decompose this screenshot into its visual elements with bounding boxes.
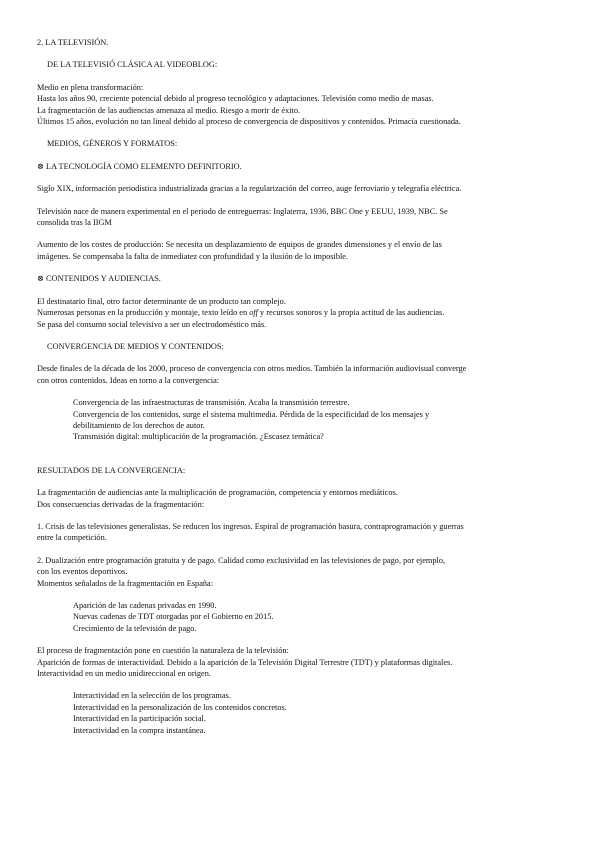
text-line: La fragmentación de audiencias ante la multiplicación de programación, competencia y entornos mediáticos. [37,488,398,498]
text-line: Aumento de los costes de producción: Se necesita un desplazamiento de equipos de grandes dimensiones y el envío de las [37,240,442,250]
convergence-list [73,397,567,443]
subheading-convergence: CONVERGENCIA DE MEDIOS Y CONTENIDOS: [47,341,224,351]
text-line: Aparición de formas de interactividad. Debido a la aparición de la Televisión Digital Terrestre (TDT) y plataformas digitales. [37,657,453,667]
text-line: 1. Crisis de las televisiones generalistas. Se reducen los ingresos. Espiral de programación basura, contraprogramación y guerras [37,521,464,531]
text-line: Se pasa del consumo social televisivo a ser un electrodoméstico más. [37,319,267,329]
list-item: Nuevas cadenas de TDT otorgadas por el Gobierno en 2015. [73,612,274,622]
text-line: La fragmentación de las audiencias amenaza al medio. Riesgo a morir de éxito. [37,105,301,115]
heading-technology: ⊗ LA TECNOLOGÍA COMO ELEMENTO DEFINITORIO. [37,161,242,171]
list-item: Interactividad en la participación social. [73,714,206,724]
text-line [37,307,567,318]
text-line: Dos consecuencias derivadas de la fragmentación: [37,499,205,509]
text-line: imágenes. Se compensaba la falta de inmediatez con profundidad y la ilusión de lo imposible. [37,251,349,261]
document-page [37,37,567,736]
text-line: consolida tras la IIGM [37,218,112,228]
paragraph-fragmentation [37,487,567,510]
list-item: Crecimiento de la televisión de pago. [73,623,197,633]
text-line: Momentos señalados de la fragmentación en España: [37,578,214,588]
italic-off: off [249,308,258,318]
interactivity-list [73,690,567,736]
text-line: Hasta los años 90, creciente potencial debido al progreso tecnológico y adaptaciones. Televisión como medio de masas. [37,94,434,104]
list-item: Aparición de las cadenas privadas en 1990. [73,601,217,610]
text-line: con los eventos deportivos. [37,567,128,577]
text-fragment: y recursos sonoros y la propia actitud de las audiencias. [257,308,445,318]
text-line: Medio en plena transformación: [37,82,144,92]
list-item: Interactividad en la compra instantánea. [73,725,206,735]
subheading-media-genres: MEDIOS, GÉNEROS Y FORMATOS: [47,139,178,149]
text-line: Desde finales de la década de los 2000, proceso de convergencia con otros medios. También la información audiovisual converge [37,364,467,374]
subheading-classic-to-videoblog: DE LA TELEVISIÓ CLÁSICA AL VIDEOBLOG: [47,60,218,70]
paragraph-convergence [37,363,567,386]
subheading-results: RESULTADOS DE LA CONVERGENCIA: [37,465,186,475]
heading-contents-audiences: ⊗ CONTENIDOS Y AUDIENCIAS. [37,274,161,284]
paragraph-transformation [37,82,567,128]
list-item: Interactividad en la selección de los programas. [73,691,231,701]
paragraph-production-costs [37,239,567,262]
text-line: El destinatario final, otro factor determinante de un producto tan complejo. [37,296,286,306]
spain-list [73,600,567,634]
list-item: Convergencia de las infraestructuras de transmisión. Acaba la transmisión terrestre. [73,398,350,408]
text-line: con otros contenidos. Ideas en torno a la convergencia: [37,375,220,385]
text-line: entre la competición. [37,533,107,543]
text-line: Últimos 15 años, evolución no tan lineal debido al proceso de convergencia de dispositivos y contenidos. Primacía cuestionada. [37,117,461,127]
paragraph-audiences [37,296,567,330]
list-item: Interactividad en la personalización de los contenidos concretos. [73,702,287,712]
paragraph-interactivity [37,645,567,679]
section-title: 2. LA TELEVISIÓN. [37,38,109,47]
text-line: Interactividad en un medio unidireccional en origen. [37,669,211,679]
text-fragment: Numerosas personas en la producción y montaje, texto leído en [37,308,250,318]
paragraph-xix-century: Siglo XIX, información periodística industrializada gracias a la regularización del correo, auge ferroviario y telegrafía eléctrica. [37,184,462,194]
text-line: Televisión nace de manera experimental en el periodo de entreguerras: Inglaterra, 1936, BBC One y EEUU, 1939, NBC. Se [37,206,448,216]
list-item: Convergencia de los contenidos, surge el sistema multimedia. Pérdida de la especificidad de los mensajes y [73,409,430,419]
list-item: Transmisión digital: multiplicación de la programación. ¿Escasez temática? [73,432,324,442]
paragraph-crisis [37,521,567,544]
text-line: El proceso de fragmentación pone en cuestión la naturaleza de la televisión: [37,646,289,656]
list-item: debilitamiento de los derechos de autor. [73,420,205,430]
text-line: 2. Dualización entre programación gratuita y de pago. Calidad como exclusividad en las televisiones de pago, por ejemplo, [37,555,446,565]
paragraph-dualization [37,555,567,589]
paragraph-tv-birth [37,206,567,229]
